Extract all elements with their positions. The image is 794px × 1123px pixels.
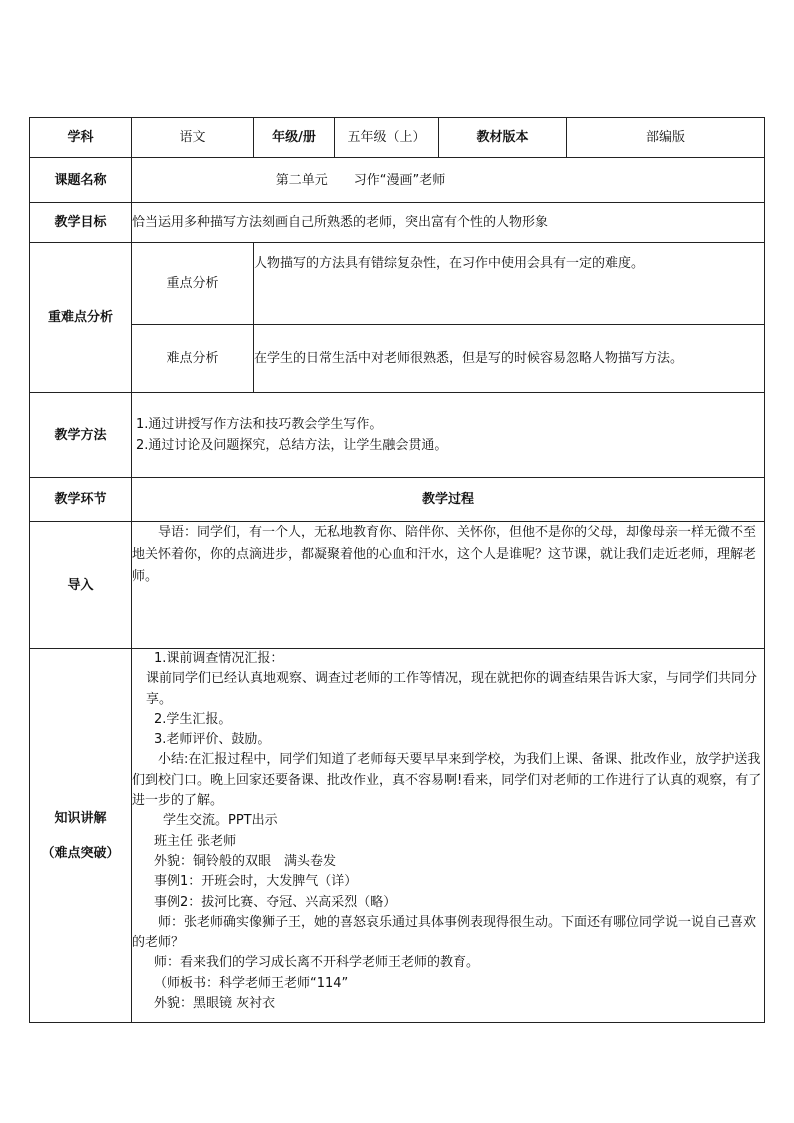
title-value: 第二单元 习作“漫画”老师 — [132, 158, 765, 203]
title-row — [30, 158, 765, 203]
difficult-analysis-text: 在学生的日常生活中对老师很熟悉，但是写的时候容易忽略人物描写方法。 — [254, 325, 765, 393]
goal-text: 恰当运用多种描写方法刻画自己所熟悉的老师，突出富有个性的人物形象 — [132, 203, 765, 243]
knowledge-line: 师：看来我们的学习成长离不开科学老师王老师的教育。 — [154, 955, 480, 971]
intro-text: 导语：同学们，有一个人，无私地教育你、陪伴你、关怀你，但他不是你的父母，却像母亲一样无微不至地关怀着你，你的点滴进步，都凝聚着他的心血和汗水，这个人是谁呢？这节课，就让我们走近老师，理解老师。 — [132, 525, 757, 584]
process-header-row — [30, 478, 765, 522]
knowledge-line: 外貌：黑眼镜 灰衬衣 — [154, 996, 276, 1012]
method-label: 教学方法 — [30, 393, 132, 478]
lesson-plan-table — [29, 117, 765, 1023]
knowledge-label: 知识讲解 — [54, 810, 107, 826]
knowledge-line: 事例2：拔河比赛、夺冠、兴高采烈（略） — [154, 894, 397, 910]
difficult-analysis-label: 难点分析 — [132, 325, 254, 393]
method-text — [132, 393, 765, 478]
title-label: 课题名称 — [30, 158, 132, 203]
knowledge-paragraph: 课前同学们已经认真地观察、调查过老师的工作等情况，现在就把你的调查结果告诉大家，与同学们共同分享。 — [146, 671, 758, 707]
knowledge-paragraph: 小结:在汇报过程中，同学们知道了老师每天要早早来到学校，为我们上课、备课、批改作业，放学护送我们到校门口。晚上回家还要备课、批改作业，真不容易啊!看来，同学们对老师的工作进行了认真的观察，有了进一步的了解。 — [132, 752, 762, 809]
edition-value: 部编版 — [567, 118, 765, 158]
header-row — [30, 118, 765, 158]
process-title: 教学过程 — [132, 478, 765, 522]
subject-value: 语文 — [132, 118, 254, 158]
grade-label: 年级/册 — [254, 118, 335, 158]
knowledge-line: 外貌：铜铃般的双眼 满头卷发 — [154, 853, 337, 869]
subject-label: 学科 — [30, 118, 132, 158]
grade-value: 五年级（上） — [335, 118, 439, 158]
method-row — [30, 393, 765, 478]
knowledge-paragraph: 师：张老师确实像狮子王，她的喜怒哀乐通过具体事例表现得很生动。下面还有哪位同学说一说自己喜欢的老师？ — [132, 914, 757, 951]
knowledge-line: （师板书：科学老师王老师“114” — [154, 975, 349, 991]
edition-label: 教材版本 — [439, 118, 567, 158]
knowledge-line: 2.学生汇报。 — [154, 711, 232, 727]
difficult-analysis-row — [30, 325, 765, 393]
key-analysis-label: 重点分析 — [132, 243, 254, 325]
knowledge-row — [30, 649, 765, 1023]
knowledge-line: 3.老师评价、鼓励。 — [154, 732, 271, 748]
intro-label: 导入 — [30, 522, 132, 649]
process-section-label: 教学环节 — [30, 478, 132, 522]
intro-row — [30, 522, 765, 649]
knowledge-content — [132, 649, 765, 1023]
knowledge-line: 班主任 张老师 — [154, 833, 237, 849]
goal-row — [30, 203, 765, 243]
knowledge-label-cell — [30, 649, 132, 1023]
goal-label: 教学目标 — [30, 203, 132, 243]
method-line: 1.通过讲授写作方法和技巧教会学生写作。 — [136, 417, 383, 432]
analysis-label: 重难点分析 — [30, 243, 132, 393]
intro-cell — [132, 522, 765, 649]
knowledge-line: 学生交流。PPT出示 — [163, 813, 278, 829]
knowledge-line: 1.课前调查情况汇报： — [154, 651, 284, 666]
key-analysis-text: 人物描写的方法具有错综复杂性，在习作中使用会具有一定的难度。 — [254, 243, 765, 325]
knowledge-line: 事例1：开班会时，大发脾气（详） — [154, 874, 358, 890]
method-line: 2.通过讨论及问题探究，总结方法，让学生融会贯通。 — [136, 438, 448, 453]
key-analysis-row — [30, 243, 765, 325]
knowledge-sublabel: （难点突破） — [41, 845, 120, 861]
